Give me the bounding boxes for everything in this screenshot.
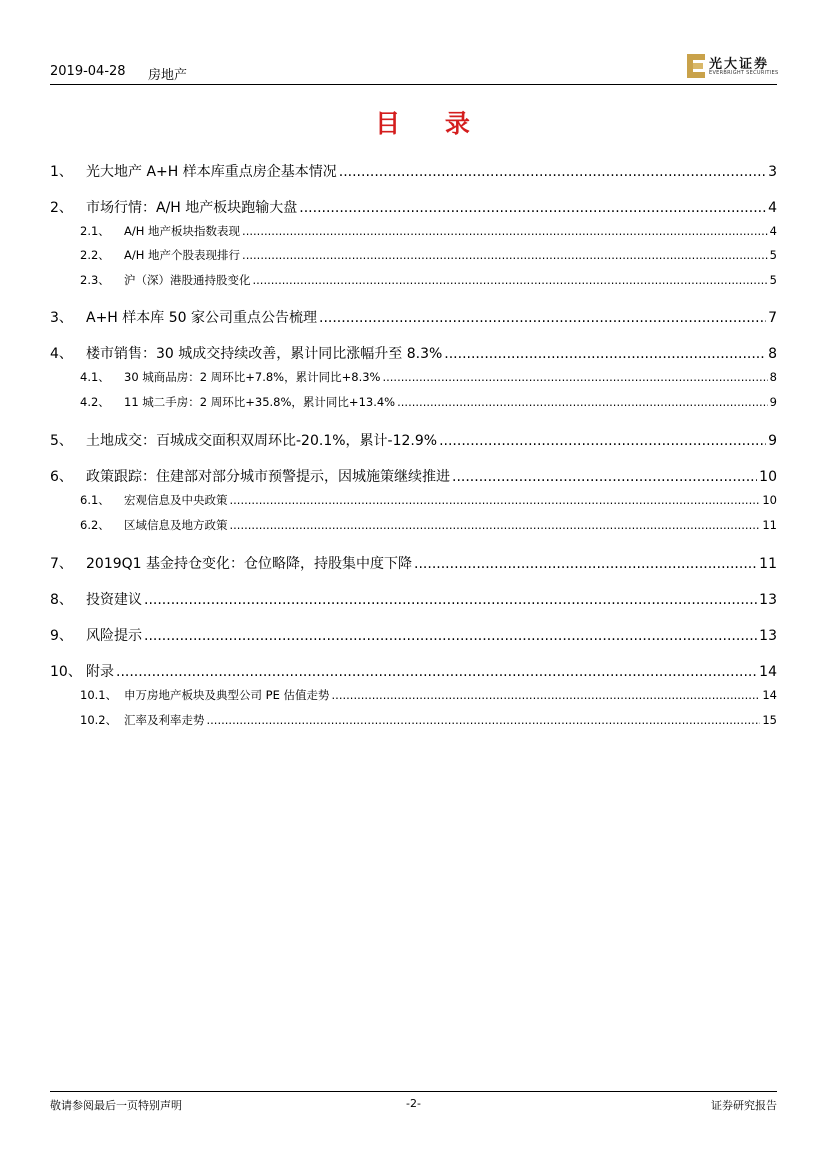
toc-entry-number: 3、	[50, 310, 73, 326]
footer-report-type: 证券研究报告	[711, 1099, 777, 1112]
page-header	[50, 58, 777, 84]
toc-entry-page: 15	[762, 713, 777, 727]
toc-entry[interactable]	[50, 625, 777, 645]
toc-entry-page: 5	[769, 273, 777, 287]
toc-entry-page: 13	[759, 592, 777, 608]
toc-dot-leader	[253, 273, 768, 287]
toc-dot-leader	[144, 628, 757, 644]
toc-dot-leader	[242, 224, 768, 238]
toc-entry-number: 4.2、	[80, 395, 110, 409]
header-sector: 房地产	[148, 68, 188, 83]
toc-entry[interactable]	[50, 466, 777, 486]
toc-entry-number: 10.1、	[80, 688, 118, 702]
page-number: -2-	[406, 1097, 421, 1110]
toc-dot-leader	[242, 248, 768, 262]
toc-entry-title: 光大地产 A+H 样本库重点房企基本情况	[86, 164, 337, 180]
toc-entry-number: 4.1、	[80, 370, 110, 384]
toc-entry-number: 10.2、	[80, 713, 118, 727]
toc-entry-page: 14	[762, 688, 777, 702]
toc-entry-page: 13	[759, 628, 777, 644]
toc-dot-leader	[230, 518, 761, 532]
toc-entry-page: 9	[768, 433, 777, 449]
toc-entry[interactable]	[50, 247, 777, 263]
toc-entry[interactable]	[50, 661, 777, 681]
toc-entry[interactable]	[50, 307, 777, 327]
footer-disclaimer: 敬请参阅最后一页特别声明	[50, 1099, 182, 1112]
header-date: 2019-04-28	[50, 64, 126, 79]
toc-entry-page: 9	[769, 395, 777, 409]
toc-entry-number: 1、	[50, 164, 73, 180]
toc-entry-title: 风险提示	[86, 628, 142, 644]
header-divider	[50, 84, 777, 85]
everbright-logo-icon	[687, 54, 707, 78]
toc-entry-title: 宏观信息及中央政策	[124, 493, 228, 507]
toc-entry[interactable]	[50, 343, 777, 363]
toc-entry-number: 9、	[50, 628, 73, 644]
toc-entry[interactable]	[50, 394, 777, 410]
toc-entry-page: 3	[768, 164, 777, 180]
toc-entry[interactable]	[50, 553, 777, 573]
toc-entry[interactable]	[50, 492, 777, 508]
toc-entry-number: 2、	[50, 200, 73, 216]
toc-entry-title: 沪（深）港股通持股变化	[124, 273, 251, 287]
toc-entry-page: 11	[762, 518, 777, 532]
toc-entry-page: 4	[768, 200, 777, 216]
logo-chinese-name: 光大证券	[709, 57, 770, 72]
toc-entry-title: 区域信息及地方政策	[124, 518, 228, 532]
footer-divider	[50, 1091, 777, 1092]
toc-dot-leader	[319, 310, 766, 326]
toc-entry-title: 投资建议	[86, 592, 142, 608]
toc-entry[interactable]	[50, 687, 777, 703]
toc-dot-leader	[444, 346, 766, 362]
toc-entry-title: 2019Q1 基金持仓变化：仓位略降，持股集中度下降	[86, 556, 413, 572]
toc-entry-page: 7	[768, 310, 777, 326]
toc-entry-page: 10	[762, 493, 777, 507]
toc-dot-leader	[414, 556, 757, 572]
toc-dot-leader	[439, 433, 766, 449]
toc-entry[interactable]	[50, 589, 777, 609]
everbright-logo	[687, 52, 777, 82]
toc-entry-page: 5	[769, 248, 777, 262]
toc-entry[interactable]	[50, 517, 777, 533]
toc-entry[interactable]	[50, 197, 777, 217]
toc-dot-leader	[116, 664, 757, 680]
toc-dot-leader	[382, 370, 767, 384]
toc-dot-leader	[230, 493, 761, 507]
toc-dot-leader	[299, 200, 766, 216]
toc-entry[interactable]	[50, 223, 777, 239]
toc-entry-title: 汇率及利率走势	[124, 713, 205, 727]
toc-entry[interactable]	[50, 272, 777, 288]
toc-entry[interactable]	[50, 430, 777, 450]
toc-entry-title: 30 城商品房：2 周环比+7.8%，累计同比+8.3%	[124, 370, 381, 384]
toc-entry-number: 7、	[50, 556, 73, 572]
toc-entry-page: 8	[769, 370, 777, 384]
toc-entry[interactable]	[50, 369, 777, 385]
toc-entry-number: 10、	[50, 664, 82, 680]
toc-entry-page: 4	[769, 224, 777, 238]
toc-entry-title: 附录	[86, 664, 114, 680]
toc-entry-number: 6.1、	[80, 493, 110, 507]
toc-entry-page: 10	[759, 469, 777, 485]
toc-entry-page: 14	[759, 664, 777, 680]
toc-dot-leader	[332, 688, 761, 702]
toc-entry-title: 申万房地产板块及典型公司 PE 估值走势	[124, 688, 330, 702]
toc-entry-page: 8	[768, 346, 777, 362]
toc-entry-number: 2.1、	[80, 224, 110, 238]
toc-dot-leader	[339, 164, 766, 180]
toc-entry-number: 4、	[50, 346, 73, 362]
toc-entry-number: 2.3、	[80, 273, 110, 287]
toc-dot-leader	[207, 713, 761, 727]
toc-entry-number: 8、	[50, 592, 73, 608]
toc-title: 目 录	[375, 109, 488, 138]
toc-entry-title: A+H 样本库 50 家公司重点公告梳理	[86, 310, 317, 326]
toc-entry-number: 6、	[50, 469, 73, 485]
toc-entry-number: 6.2、	[80, 518, 110, 532]
toc-entry-number: 5、	[50, 433, 73, 449]
toc-entry-title: 楼市销售：30 城成交持续改善，累计同比涨幅升至 8.3%	[86, 346, 443, 362]
toc-entry-title: A/H 地产个股表现排行	[124, 248, 241, 262]
toc-entry-title: A/H 地产板块指数表现	[124, 224, 241, 238]
toc-entry-title: 市场行情：A/H 地产板块跑输大盘	[86, 200, 298, 216]
toc-entry-title: 土地成交：百城成交面积双周环比-20.1%，累计-12.9%	[86, 433, 438, 449]
logo-english-name: EVERBRIGHT SECURITIES	[709, 70, 779, 76]
toc-entry[interactable]	[50, 161, 777, 181]
toc-dot-leader	[452, 469, 757, 485]
toc-entry-number: 2.2、	[80, 248, 110, 262]
toc-entry-title: 11 城二手房：2 周环比+35.8%，累计同比+13.4%	[124, 395, 396, 409]
toc-dot-leader	[397, 395, 768, 409]
toc-entry[interactable]	[50, 712, 777, 728]
toc-entry-title: 政策跟踪：住建部对部分城市预警提示，因城施策继续推进	[86, 469, 450, 485]
toc-dot-leader	[144, 592, 757, 608]
toc-entry-page: 11	[759, 556, 777, 572]
